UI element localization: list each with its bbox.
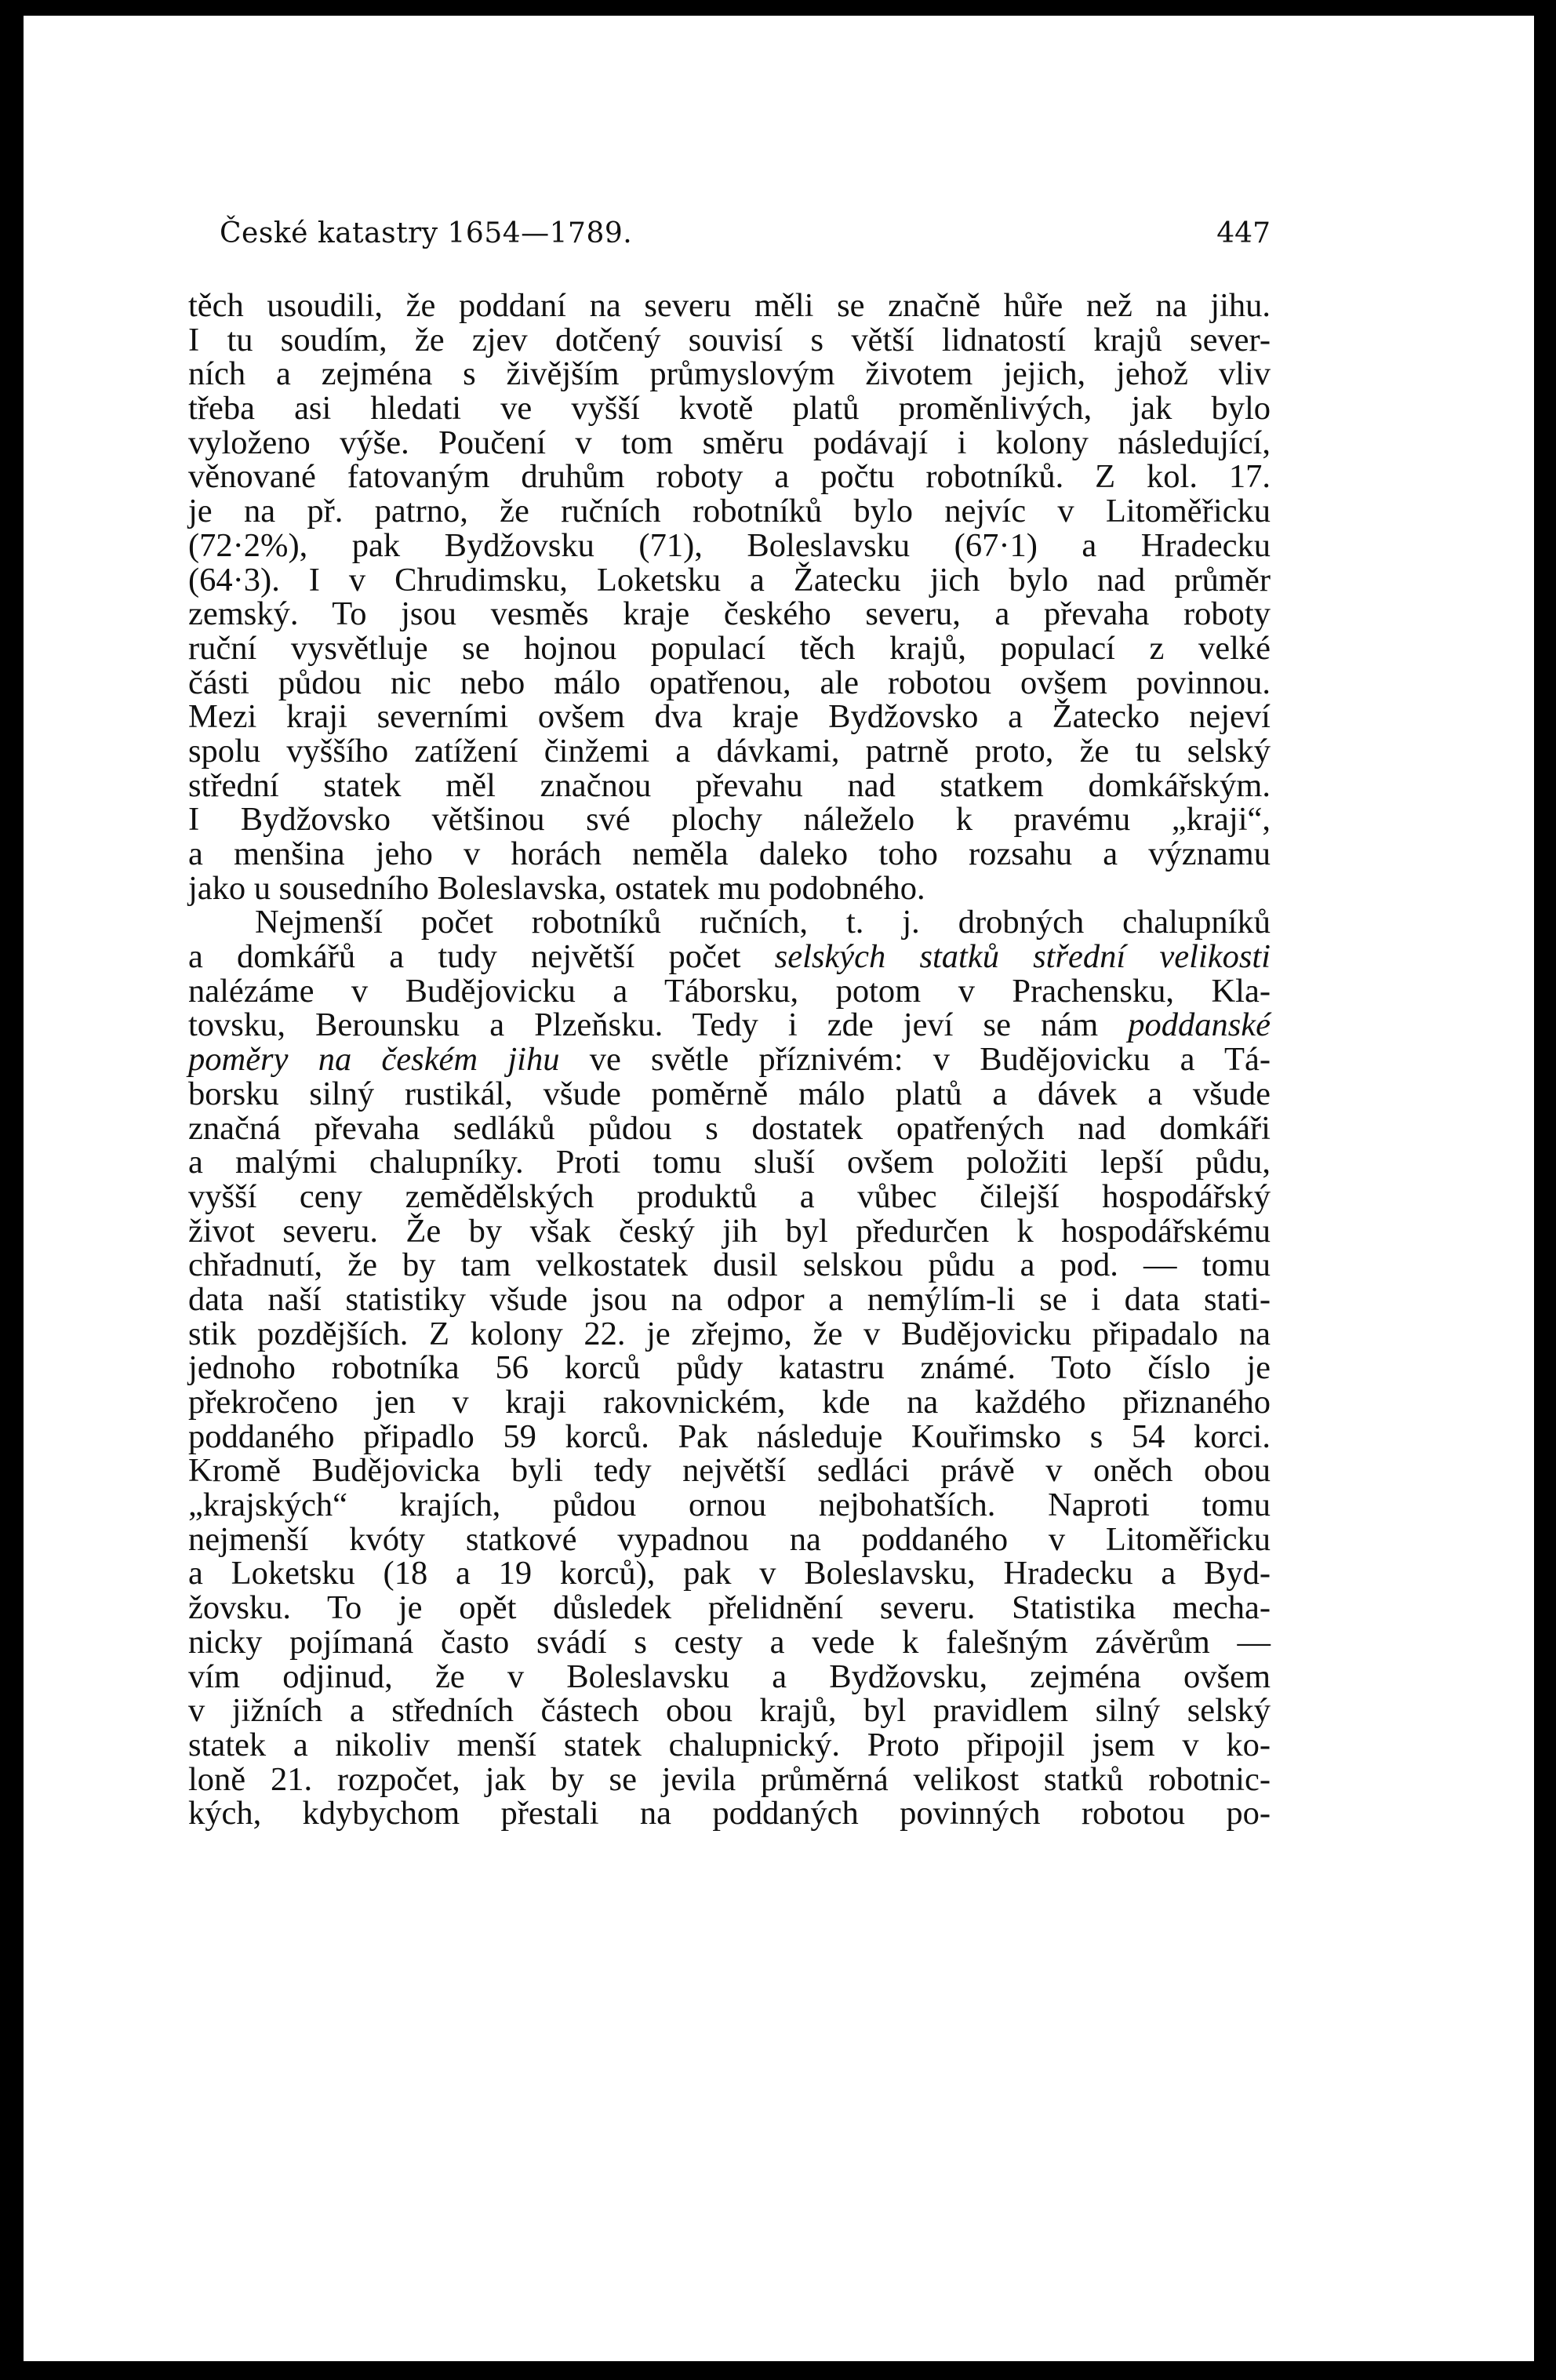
- text-line: „krajských“ krajích, půdou ornou nejbohatších. Naproti tomu: [188, 1487, 1271, 1524]
- text-line: věnované fatovaným druhům roboty a počtu robotníků. Z kol. 17.: [188, 458, 1271, 496]
- body-text: [188, 289, 1271, 1831]
- text-line: nalézáme v Budějovicku a Táborsku, potom v Prachensku, Kla-: [188, 972, 1271, 1010]
- text-line: I Bydžovsko většinou své plochy náleželo k pravému „kraji“,: [188, 801, 1271, 839]
- text-line: a malými chalupníky. Proti tomu sluší ovšem položiti lepší půdu,: [188, 1144, 1271, 1181]
- text-line: ruční vysvětluje se hojnou populací těch krajů, populací z velké: [188, 629, 1271, 667]
- text-line: a domkářů a tudy největší počet selských statků střední velikosti: [188, 938, 1271, 976]
- text-line: I tu soudím, že zjev dotčený souvisí s větší lidnatostí krajů sever-: [188, 321, 1271, 358]
- text-line: vyšší ceny zemědělských produktů a vůbec čilejší hospodářský: [188, 1177, 1271, 1215]
- text-line: jako u sousedního Boleslavska, ostatek mu podobného.: [188, 869, 925, 907]
- text-line: zemský. To jsou vesměs kraje českého severu, a převaha roboty: [188, 595, 1271, 633]
- italic-phrase: selských statků střední velikosti: [774, 938, 1271, 976]
- text-line: stik pozdějších. Z kolony 22. je zřejmo, že v Budějovicku připadalo na: [188, 1315, 1271, 1352]
- text-line: a menšina jeho v horách neměla daleko toho rozsahu a významu: [188, 835, 1271, 872]
- text-line: borsku silný rustikál, všude poměrně málo platů a dávek a všude: [188, 1075, 1271, 1112]
- text-line: statek a nikoliv menší statek chalupnický. Proto připojil jsem v ko-: [188, 1726, 1271, 1763]
- text-line: tovsku, Berounsku a Plzeňsku. Tedy i zde jeví se nám poddanské: [188, 1006, 1271, 1044]
- text-line: v jižních a středních částech obou krajů, byl pravidlem silný selský: [188, 1692, 1271, 1730]
- text-line: Kromě Budějovicka byli tedy největší sedláci právě v oněch obou: [188, 1452, 1271, 1490]
- text-line: žovsku. To je opět důsledek přelidnění severu. Statistika mecha-: [188, 1589, 1271, 1627]
- page-number: 447: [1216, 217, 1271, 249]
- running-title: České katastry 1654—1789.: [220, 217, 633, 249]
- text-line: překročeno jen v kraji rakovnickém, kde na každého přiznaného: [188, 1384, 1271, 1421]
- text-line: a Loketsku (18 a 19 korců), pak v Boleslavsku, Hradecku a Byd-: [188, 1555, 1271, 1592]
- text-line: značná převaha sedláků půdou s dostatek opatřených nad domkáři: [188, 1109, 1271, 1147]
- text-line: kých, kdybychom přestali na poddaných povinných robotou po-: [188, 1795, 1271, 1832]
- text-line: Nejmenší počet robotníků ručních, t. j. drobných chalupníků: [255, 904, 1271, 941]
- text-line: střední statek měl značnou převahu nad statkem domkářským.: [188, 766, 1271, 804]
- text-line: Mezi kraji severními ovšem dva kraje Bydžovsko a Žatecko nejeví: [188, 698, 1271, 736]
- text-line: nejmenší kvóty statkové vypadnou na poddaného v Litoměřicku: [188, 1520, 1271, 1558]
- text-line: chřadnutí, že by tam velkostatek dusil selskou půdu a pod. — tomu: [188, 1246, 1271, 1284]
- text-line: vyloženo výše. Poučení v tom směru podávají i kolony následující,: [188, 424, 1271, 461]
- text-line: loně 21. rozpočet, jak by se jevila průměrná velikost statků robotnic-: [188, 1760, 1271, 1798]
- text-line: poměry na českém jihu ve světle příznivém: v Budějovicku a Tá-: [188, 1041, 1271, 1079]
- page-header: [188, 217, 1271, 264]
- text-line: (72·2%), pak Bydžovsku (71), Boleslavsku (67·1) a Hradecku: [188, 526, 1271, 564]
- text-line: život severu. Že by však český jih byl předurčen k hospodářskému: [188, 1212, 1271, 1250]
- text-line: spolu vyššího zatížení činžemi a dávkami, patrně proto, že tu selský: [188, 732, 1271, 770]
- text-line: vím odjinud, že v Boleslavsku a Bydžovsku, zejména ovšem: [188, 1658, 1271, 1695]
- text-line: (64·3). I v Chrudimsku, Loketsku a Žatecku jich bylo nad průměr: [188, 561, 1271, 599]
- italic-phrase: poddanské: [1128, 1006, 1271, 1044]
- text-line: ních a zejména s živějším průmyslovým životem jejich, jehož vliv: [188, 355, 1271, 393]
- text-line: data naší statistiky všude jsou na odpor a nemýlím-li se i data stati-: [188, 1280, 1271, 1318]
- text-line: je na př. patrno, že ručních robotníků bylo nejvíc v Litoměřicku: [188, 493, 1271, 530]
- text-line: těch usoudili, že poddaní na severu měli se značně hůře než na jihu.: [188, 287, 1271, 324]
- document-page: [24, 16, 1534, 2361]
- text-line: jednoho robotníka 56 korců půdy katastru známé. Toto číslo je: [188, 1349, 1271, 1387]
- text-line: třeba asi hledati ve vyšší kvotě platů proměnlivých, jak bylo: [188, 390, 1271, 428]
- italic-phrase: poměry na českém jihu: [188, 1041, 560, 1079]
- text-line: nicky pojímaná často svádí s cesty a vede k falešným závěrům —: [188, 1623, 1271, 1661]
- text-line: poddaného připadlo 59 korců. Pak následuje Kouřimsko s 54 korci.: [188, 1417, 1271, 1455]
- text-line: části půdou nic nebo málo opatřenou, ale robotou ovšem povinnou.: [188, 664, 1271, 701]
